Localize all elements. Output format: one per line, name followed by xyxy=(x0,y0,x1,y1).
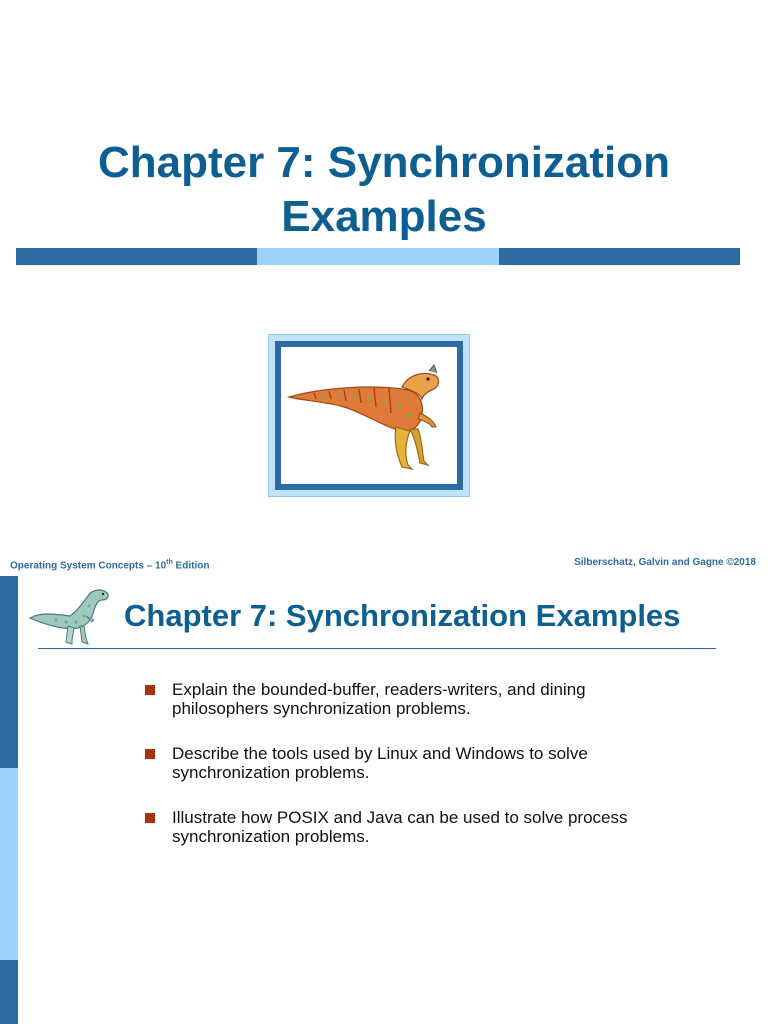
square-bullet-icon xyxy=(145,685,155,695)
slide-title xyxy=(0,136,768,244)
dinosaur-image-frame xyxy=(268,334,470,497)
objectives-slide-title: Chapter 7: Synchronization Examples xyxy=(124,598,681,633)
footer-authors: Silberschatz, Galvin and Gagne ©2018 xyxy=(574,557,756,568)
list-item-text: Illustrate how POSIX and Java can be used to solve process synchronization problems. xyxy=(172,808,628,846)
square-bullet-icon xyxy=(145,813,155,823)
list-item-text: Explain the bounded-buffer, readers-writers, and dining philosophers synchronization problems. xyxy=(172,680,586,718)
side-accent-bar xyxy=(0,576,18,1024)
objectives-list xyxy=(144,680,664,872)
list-item xyxy=(144,808,664,846)
slide-title-line-2: Examples xyxy=(281,192,487,241)
title-underline xyxy=(38,648,716,649)
list-item xyxy=(144,680,664,718)
rule-segment xyxy=(257,248,498,265)
rule-segment xyxy=(16,248,257,265)
square-bullet-icon xyxy=(145,749,155,759)
slide-title-line-1: Chapter 7: Synchronization xyxy=(97,138,671,187)
list-item-text: Describe the tools used by Linux and Windows to solve synchronization problems. xyxy=(172,744,588,782)
list-item xyxy=(144,744,664,782)
title-rule-bar xyxy=(16,248,740,265)
small-dinosaur-logo-icon xyxy=(26,582,118,648)
side-bar-segment xyxy=(0,960,18,1024)
side-bar-segment xyxy=(0,576,18,768)
objectives-slide xyxy=(0,576,768,1024)
dinosaur-illustration-icon xyxy=(284,357,454,475)
side-bar-segment xyxy=(0,768,18,960)
rule-segment xyxy=(499,248,740,265)
footer-book-title: Operating System Concepts – 10th Edition xyxy=(10,559,210,572)
